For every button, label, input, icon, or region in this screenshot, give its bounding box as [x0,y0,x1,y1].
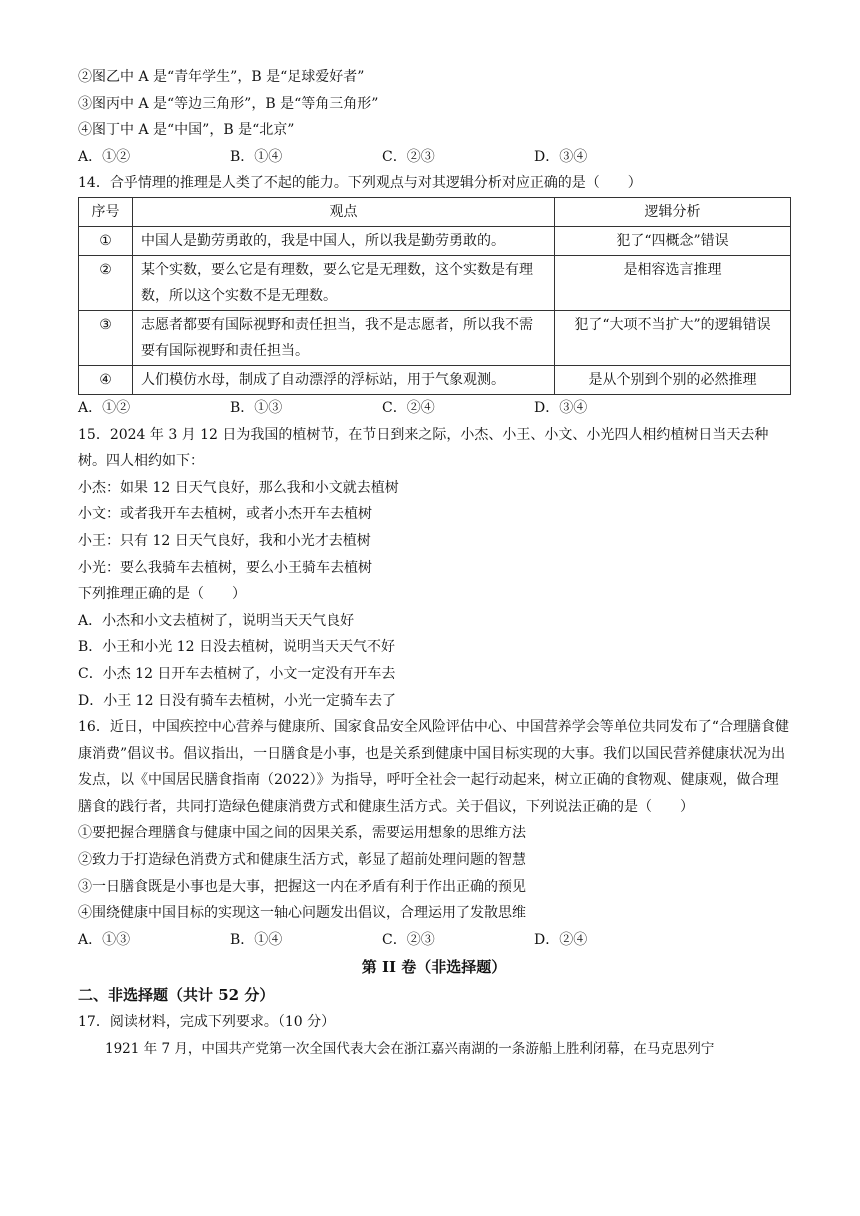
option-c[interactable]: C．②③ [382,931,435,948]
row-view: 中国人是勤劳勇敢的，我是中国人，所以我是勤劳勇敢的。 [133,226,555,255]
header-number: 序号 [79,197,133,226]
table-row [79,226,791,255]
option-a[interactable]: A．①② [78,148,131,165]
row-analysis: 犯了“四概念”错误 [555,226,791,255]
option-c[interactable]: C．②③ [382,148,435,165]
table-row [79,255,791,310]
q17-stem: 17．阅读材料，完成下列要求。（10 分） [78,1014,336,1031]
q13-options [78,144,790,171]
option-c[interactable]: C．②④ [382,399,435,416]
option-a[interactable]: A．小杰和小文去植树了，说明当天天气良好 [78,612,355,629]
table-row [79,365,791,394]
q16-options [78,927,790,954]
part-title: 二、非选择题（共计 52 分） [78,986,275,1005]
row-number: ③ [79,310,133,365]
row-analysis: 是相容选言推理 [555,255,791,310]
q16-item: ③一日膳食既是小事也是大事，把握这一内在矛盾有利于作出正确的预见 [78,878,526,895]
option-a[interactable]: A．①③ [78,931,131,948]
q16-item: ①要把握合理膳食与健康中国之间的因果关系，需要运用想象的思维方法 [78,825,526,842]
q15-line: 小光：要么我骑车去植树，要么小王骑车去植树 [78,559,372,576]
table-row [79,310,791,365]
q13-item: ②图乙中 A 是“青年学生”，B 是“足球爱好者” [78,69,365,85]
header-view: 观点 [133,197,555,226]
q13-item: ④图丁中 A 是“中国”，B 是“北京” [78,122,295,139]
option-b[interactable]: B．①④ [230,148,283,165]
option-d[interactable]: D．小王 12 日没有骑车去植树，小光一定骑车去了 [78,692,396,709]
q17-material: 1921 年 7 月，中国共产党第一次全国代表大会在浙江嘉兴南湖的一条游船上胜利闭幕，在马克思列宁 [105,1041,715,1058]
row-view: 志愿者都要有国际视野和责任担当，我不是志愿者，所以我不需要有国际视野和责任担当。 [133,310,555,365]
option-b[interactable]: B．①③ [230,399,283,416]
q16-item: ④围绕健康中国目标的实现这一轴心问题发出倡议，合理运用了发散思维 [78,905,526,922]
exam-page [78,64,790,1063]
row-analysis: 犯了“大项不当扩大”的逻辑错误 [555,310,791,365]
q16-stem: 16．近日，中国疾控中心营养与健康所、国家食品安全风险评估中心、中国营养学会等单位共同发布了“合理膳食健康消费”倡议书。倡议指出，一日膳食是小事，也是关系到健康中国目标实现的大事。我们以国民营养健康状况为出发点，以《中国居民膳食指南（2022）》为指导，呼吁全社会一起行动起来，树立正确的食物观、健康观，做合理膳食的践行者，共同打造绿色健康消费方式和健康生活方式。关于倡议，下列说法正确的是（ ） [78,719,789,815]
option-d[interactable]: D．③④ [534,148,588,165]
q15-line: 小杰：如果 12 日天气良好，那么我和小文就去植树 [78,479,399,496]
q15-line: 小王：只有 12 日天气良好，我和小光才去植树 [78,532,371,549]
option-b[interactable]: B．①④ [230,931,283,948]
q16-item: ②致力于打造绿色消费方式和健康生活方式，彰显了超前处理问题的智慧 [78,852,526,869]
row-view: 人们模仿水母，制成了自动漂浮的浮标站，用于气象观测。 [133,365,555,394]
option-d[interactable]: D．③④ [534,399,588,416]
q15-line: 小文：或者我开车去植树，或者小杰开车去植树 [78,506,372,523]
q15-stem: 15．2024 年 3 月 12 日为我国的植树节，在节日到来之际，小杰、小王、小文、小光四人相约植树日当天去种树。四人相约如下： [78,426,769,470]
row-analysis: 是从个别到个别的必然推理 [555,365,791,394]
q14-stem: 14．合乎情理的推理是人类了不起的能力。下列观点与对其逻辑分析对应正确的是（ ） [78,175,642,192]
option-a[interactable]: A．①② [78,399,131,416]
row-view: 某个实数，要么它是有理数，要么它是无理数，这个实数是有理数，所以这个实数不是无理数。 [133,255,555,310]
option-b[interactable]: B．小王和小光 12 日没去植树，说明当天天气不好 [78,639,396,656]
row-number: ② [79,255,133,310]
q13-item: ③图丙中 A 是“等边三角形”，B 是“等角三角形” [78,95,379,112]
q14-options [78,395,790,422]
header-analysis: 逻辑分析 [555,197,791,226]
section-title: 第 II 卷（非选择题） [361,958,507,977]
q14-table [78,197,791,395]
option-d[interactable]: D．②④ [534,931,588,948]
option-c[interactable]: C．小杰 12 日开车去植树了，小文一定没有开车去 [78,665,396,682]
row-number: ① [79,226,133,255]
q15-prompt: 下列推理正确的是（ ） [78,586,246,603]
row-number: ④ [79,365,133,394]
table-header-row [79,197,791,226]
